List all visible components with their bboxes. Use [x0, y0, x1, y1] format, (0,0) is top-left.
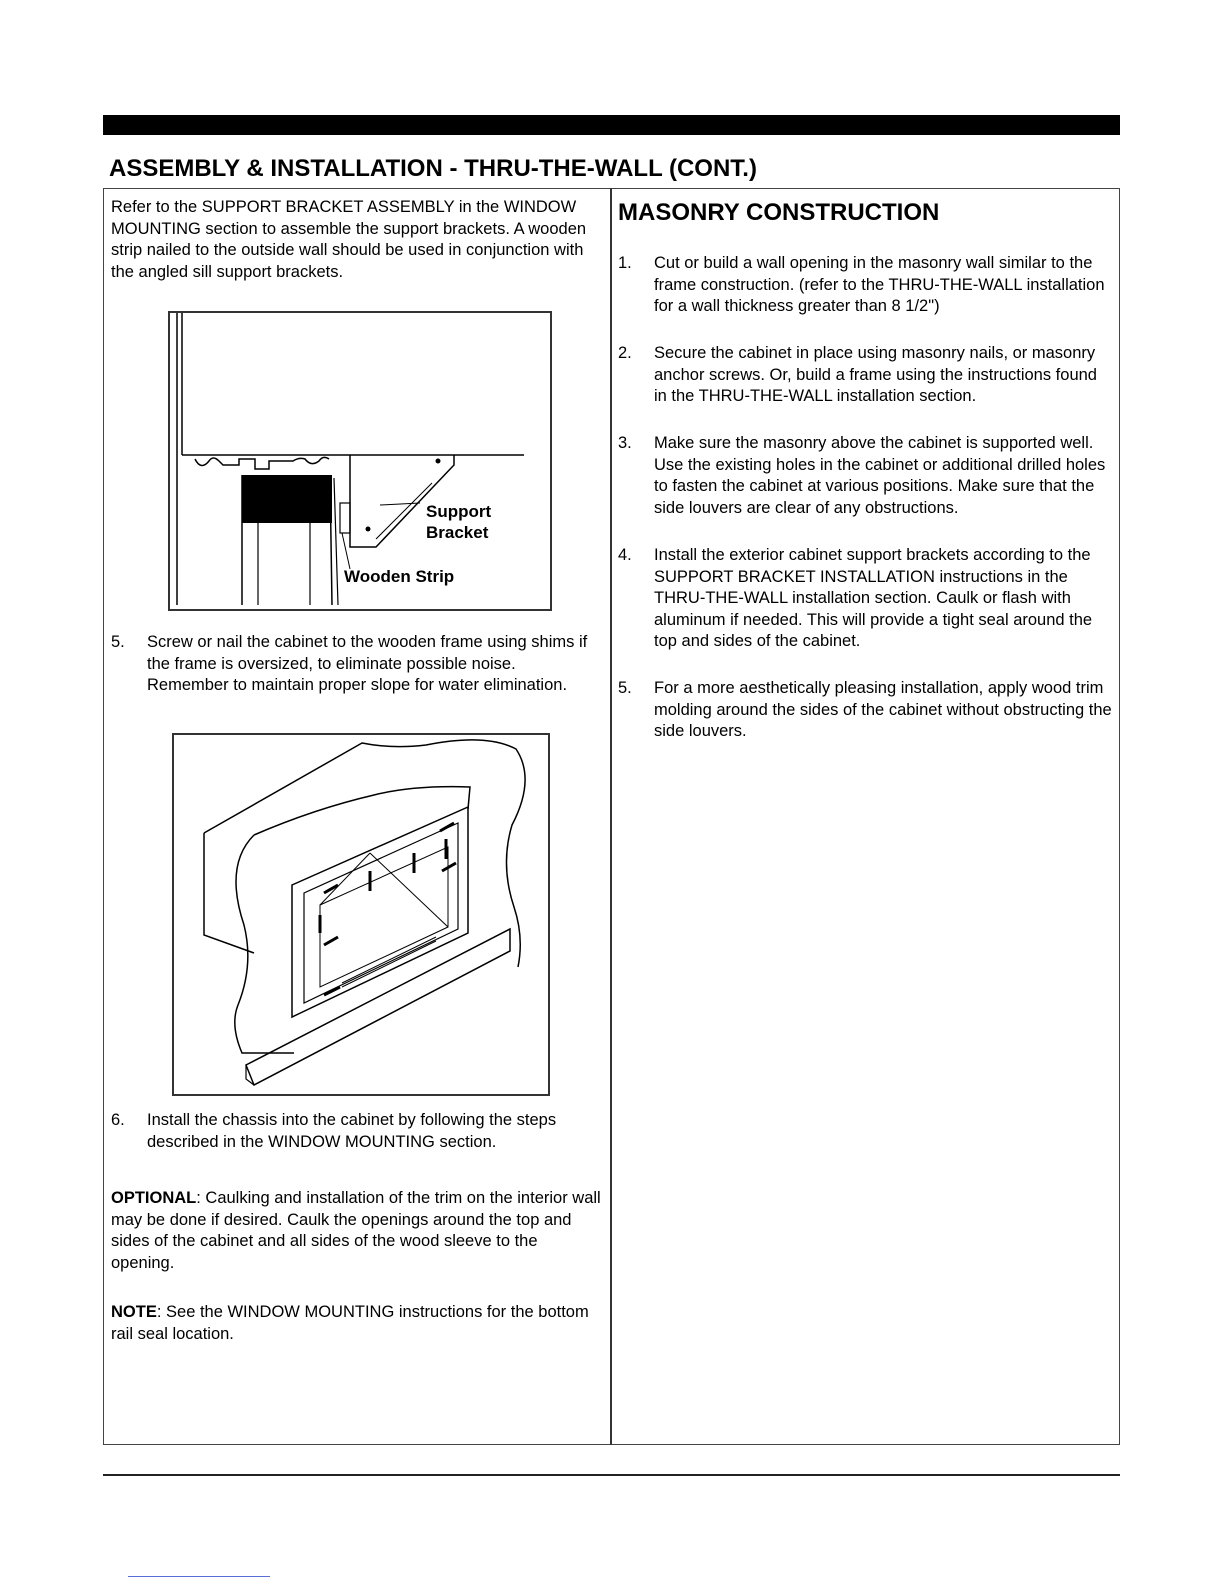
wooden-strip-label: Wooden Strip [344, 567, 455, 586]
bracket-label: Bracket [426, 523, 489, 542]
column-divider [610, 188, 612, 1445]
note-label: NOTE [111, 1303, 157, 1321]
support-bracket-figure [168, 311, 552, 611]
item-text: Secure the cabinet in place using masonry nails, or masonry anchor screws. Or, build a frame using the instructions found in the THRU-THE-WALL installation section. [654, 344, 1097, 405]
support-label: Support [426, 502, 492, 521]
link-underline[interactable] [128, 1576, 270, 1577]
optional-text: : Caulking and installation of the trim on the interior wall may be done if desired. Caulk the openings around the top and sides of the cabinet and all sides of the wood sleeve to the opening. [111, 1189, 601, 1272]
item-number: 5. [618, 679, 632, 697]
note-paragraph [111, 1302, 603, 1345]
item-number: 2. [618, 344, 632, 362]
item-text: Cut or build a wall opening in the masonry wall similar to the frame construction. (refer to the THRU-THE-WALL installation for a wall thickness greater than 8 1/2") [654, 254, 1105, 315]
left-step-6 [111, 1110, 599, 1153]
cabinet-frame-illustration [174, 735, 548, 1094]
footer-rule [103, 1474, 1120, 1476]
step-number: 6. [111, 1111, 125, 1129]
item-number: 4. [618, 546, 632, 564]
masonry-item-4 [618, 545, 1112, 653]
support-bracket-diagram [170, 313, 550, 609]
step-text: Install the chassis into the cabinet by following the steps described in the WINDOW MOUNTING section. [147, 1111, 557, 1151]
step-text: Screw or nail the cabinet to the wooden frame using shims if the frame is oversized, to eliminate possible noise. Remember to maintain proper slope for water elimination. [147, 633, 588, 694]
item-number: 1. [618, 254, 632, 272]
header-bar [103, 115, 1120, 135]
item-number: 3. [618, 434, 632, 452]
item-text: Make sure the masonry above the cabinet is supported well. Use the existing holes in the cabinet or additional drilled holes to fasten the cabinet at various positions. Make sure that the side louvers are clear of any obstructions. [654, 434, 1106, 517]
masonry-item-3 [618, 433, 1112, 519]
masonry-item-1 [618, 253, 1112, 318]
note-text: : See the WINDOW MOUNTING instructions for the bottom rail seal location. [111, 1303, 589, 1343]
intro-paragraph: Refer to the SUPPORT BRACKET ASSEMBLY in the WINDOW MOUNTING section to assemble the support brackets. A wooden strip nailed to the outside wall should be used in conjunction with the angled sill support brackets. [111, 198, 587, 281]
masonry-item-2 [618, 343, 1112, 408]
cabinet-frame-figure [172, 733, 550, 1096]
optional-label: OPTIONAL [111, 1189, 197, 1207]
optional-paragraph [111, 1188, 603, 1274]
item-text: Install the exterior cabinet support brackets according to the SUPPORT BRACKET INSTALLATION instructions in the THRU-THE-WALL installation section. Caulk or flash with aluminum if needed. This will provide a tight seal around the top and sides of the cabinet. [654, 546, 1093, 650]
masonry-heading: MASONRY CONSTRUCTION [618, 199, 940, 226]
step-number: 5. [111, 633, 125, 651]
page-title: ASSEMBLY & INSTALLATION - THRU-THE-WALL (CONT.) [109, 155, 757, 182]
masonry-item-5 [618, 678, 1112, 743]
left-step-5 [111, 632, 599, 697]
item-text: For a more aesthetically pleasing installation, apply wood trim molding around the sides of the cabinet without obstructing the side louvers. [654, 679, 1112, 740]
